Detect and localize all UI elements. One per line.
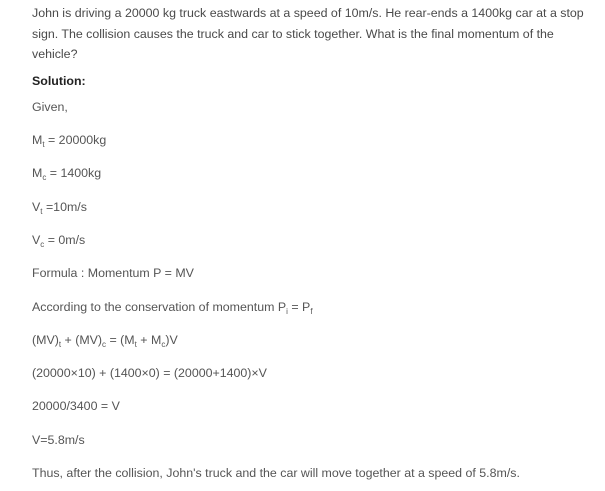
solution-heading: Solution:: [32, 74, 86, 88]
division-line: 20000/3400 = V: [32, 399, 120, 413]
symbol: V: [32, 200, 41, 214]
eq-part: )V: [165, 333, 178, 347]
truck-velocity: [32, 200, 87, 214]
subscript: c: [40, 240, 45, 249]
symbol: V: [32, 233, 41, 247]
value: = 1400kg: [46, 166, 102, 180]
subscript: t: [42, 140, 45, 149]
symbol: M: [32, 166, 43, 180]
eq-part: + M: [136, 333, 162, 347]
question-text: John is driving a 20000 kg truck eastwards at a speed of 10m/s. He rear-ends a 1400kg car at a stop sign. The collision causes the truck and car to stick together. What is the final momentum of the vehicle?: [32, 6, 584, 61]
eq-part: = (M: [106, 333, 135, 347]
symbol: M: [32, 133, 43, 147]
subscript: c: [42, 173, 47, 182]
truck-mass: [32, 133, 106, 147]
value: = 0m/s: [44, 233, 86, 247]
subscript: t: [40, 207, 43, 216]
eq-part: + (MV): [61, 333, 103, 347]
given-label: Given,: [32, 100, 68, 114]
car-velocity: [32, 233, 85, 247]
eq-part: (MV): [32, 333, 59, 347]
subscript: t: [58, 340, 62, 349]
subscript: f: [310, 307, 313, 316]
subscript: t: [134, 340, 137, 349]
car-mass: [32, 166, 101, 180]
value: =10m/s: [42, 200, 87, 214]
subscript: i: [286, 307, 288, 316]
conclusion-line: Thus, after the collision, John's truck and the car will move together at a speed of 5.8m/s.: [32, 466, 520, 480]
conservation-text: According to the conservation of momentum P: [32, 300, 287, 314]
subscript: c: [102, 340, 107, 349]
momentum-equation: [32, 333, 178, 347]
formula-line: Formula : Momentum P = MV: [32, 266, 194, 280]
value: = 20000kg: [44, 133, 107, 147]
substitution-line: (20000×10) + (1400×0) = (20000+1400)×V: [32, 366, 267, 380]
subscript: c: [161, 340, 166, 349]
result-line: V=5.8m/s: [32, 433, 85, 447]
conservation-mid: = P: [287, 300, 311, 314]
conservation-line: [32, 300, 313, 314]
